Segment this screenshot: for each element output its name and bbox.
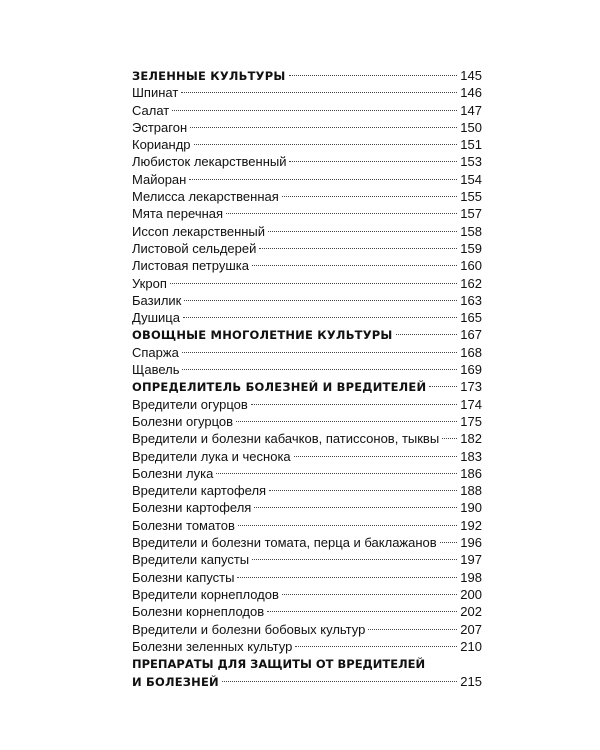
toc-entry	[132, 240, 482, 257]
dot-leader	[251, 404, 457, 405]
entry-title: Болезни корнеплодов	[132, 604, 265, 620]
toc-entry	[132, 292, 482, 309]
page-number: 162	[460, 275, 482, 291]
dot-leader	[190, 127, 457, 128]
toc-entry	[132, 534, 482, 551]
toc-entry	[132, 257, 482, 274]
page-number: 186	[460, 465, 482, 481]
dot-leader	[368, 629, 457, 630]
dot-leader	[295, 646, 457, 647]
entry-title: Любисток лекарственный	[132, 154, 287, 170]
page-number: 167	[460, 327, 482, 343]
page-number: 210	[460, 638, 482, 654]
entry-title: Болезни зеленных культур	[132, 638, 293, 654]
toc-entry-final-section	[132, 656, 482, 691]
dot-leader	[172, 110, 457, 111]
page-number: 153	[460, 154, 482, 170]
entry-title: Вредители капусты	[132, 552, 250, 568]
dot-leader	[252, 265, 457, 266]
entry-title: Майоран	[132, 171, 187, 187]
section-title-line-2: И БОЛЕЗНЕЙ	[132, 675, 219, 690]
page-number: 200	[460, 586, 482, 602]
page-number: 198	[460, 569, 482, 585]
entry-title: Вредители корнеплодов	[132, 586, 279, 602]
dot-leader	[269, 490, 457, 491]
table-of-contents	[132, 67, 482, 691]
entry-title: Листовой сельдерей	[132, 240, 257, 256]
entry-title: ОВОЩНЫЕ МНОГОЛЕТНИЕ КУЛЬТУРЫ	[132, 328, 393, 343]
dot-leader	[237, 577, 457, 578]
dot-leader	[216, 473, 457, 474]
dot-leader	[440, 542, 457, 543]
entry-title: Вредители и болезни томата, перца и баклажанов	[132, 535, 437, 551]
page-number: 160	[460, 258, 482, 274]
page-number: 154	[460, 171, 482, 187]
toc-entry	[132, 430, 482, 447]
page-number: 188	[460, 483, 482, 499]
page-number: 168	[460, 344, 482, 360]
entry-title: Болезни томатов	[132, 517, 235, 533]
page-number: 190	[460, 500, 482, 516]
toc-entry	[132, 517, 482, 534]
page-number: 202	[460, 604, 482, 620]
entry-title: Вредители огурцов	[132, 396, 248, 412]
toc-entry	[132, 465, 482, 482]
entry-title: Мелисса лекарственная	[132, 189, 279, 205]
page-number: 182	[460, 431, 482, 447]
dot-leader	[182, 369, 457, 370]
entry-title: Мята перечная	[132, 206, 224, 222]
entry-title: Болезни капусты	[132, 569, 235, 585]
dot-leader	[194, 144, 457, 145]
toc-entry	[132, 309, 482, 326]
toc-entry	[132, 102, 482, 119]
entry-title: ОПРЕДЕЛИТЕЛЬ БОЛЕЗНЕЙ И ВРЕДИТЕЛЕЙ	[132, 380, 427, 395]
dot-leader	[181, 92, 457, 93]
page-number: 150	[460, 119, 482, 135]
entry-title: Кориандр	[132, 137, 191, 153]
toc-entry	[132, 482, 482, 499]
toc-entry	[132, 448, 482, 465]
dot-leader	[183, 317, 457, 318]
dot-leader	[268, 231, 457, 232]
page-number: 163	[460, 292, 482, 308]
toc-entry	[132, 586, 482, 603]
toc-entry	[132, 638, 482, 655]
entry-title: Укроп	[132, 275, 167, 291]
entry-title: Вредители лука и чеснока	[132, 448, 291, 464]
dot-leader	[267, 611, 457, 612]
page-number: 145	[460, 68, 482, 83]
entry-title: Болезни картофеля	[132, 500, 252, 516]
toc-entry	[132, 499, 482, 516]
dot-leader	[170, 283, 457, 284]
page-number: 215	[460, 674, 482, 690]
dot-leader	[442, 438, 457, 439]
entry-title: Щавель	[132, 362, 180, 378]
toc-entry	[132, 603, 482, 620]
page-number: 169	[460, 362, 482, 378]
toc-entry	[132, 188, 482, 205]
entry-title: Душица	[132, 310, 180, 326]
page-number: 157	[460, 206, 482, 222]
entry-title: ЗЕЛЕННЫЕ КУЛЬТУРЫ	[132, 69, 286, 83]
dot-leader	[259, 248, 457, 249]
page-number: 183	[460, 448, 482, 464]
entry-title: Салат	[132, 102, 170, 118]
toc-entry	[132, 361, 482, 378]
dot-leader	[282, 594, 457, 595]
page-number: 165	[460, 310, 482, 326]
dot-leader	[282, 196, 457, 197]
entry-title: Вредители и болезни кабачков, патиссонов, тыквы	[132, 431, 440, 447]
toc-section-heading	[132, 67, 482, 84]
dot-leader	[238, 525, 457, 526]
toc-entry	[132, 413, 482, 430]
page-number: 146	[460, 85, 482, 101]
page-number: 158	[460, 223, 482, 239]
toc-entry	[132, 396, 482, 413]
page-number: 159	[460, 240, 482, 256]
toc-section-heading	[132, 378, 482, 395]
dot-leader	[236, 421, 457, 422]
toc-entry	[132, 621, 482, 638]
entry-title: Вредители и болезни бобовых культур	[132, 621, 366, 637]
dot-leader	[189, 179, 457, 180]
toc-entry	[132, 551, 482, 568]
toc-entry	[132, 344, 482, 361]
page-number: 173	[460, 379, 482, 395]
toc-entries	[132, 67, 482, 655]
entry-title: Спаржа	[132, 344, 179, 360]
toc-entry	[132, 119, 482, 136]
dot-leader	[294, 456, 457, 457]
dot-leader	[429, 386, 457, 387]
dot-leader	[226, 213, 457, 214]
toc-section-heading	[132, 326, 482, 343]
entry-title: Шпинат	[132, 85, 179, 101]
dot-leader	[289, 75, 458, 76]
toc-entry	[132, 205, 482, 222]
section-title-line-2-row	[132, 673, 482, 690]
page-number: 155	[460, 189, 482, 205]
page-number: 175	[460, 413, 482, 429]
toc-entry	[132, 153, 482, 170]
dot-leader	[182, 352, 457, 353]
page-number: 174	[460, 396, 482, 412]
page-number: 192	[460, 517, 482, 533]
dot-leader	[184, 300, 457, 301]
toc-entry	[132, 84, 482, 101]
dot-leader	[222, 681, 457, 682]
page-number: 196	[460, 535, 482, 551]
dot-leader	[396, 334, 457, 335]
page-number: 147	[460, 102, 482, 118]
entry-title: Болезни лука	[132, 465, 214, 481]
toc-entry	[132, 171, 482, 188]
dot-leader	[289, 161, 457, 162]
entry-title: Вредители картофеля	[132, 483, 267, 499]
section-title-line-1: ПРЕПАРАТЫ ДЛЯ ЗАЩИТЫ ОТ ВРЕДИТЕЛЕЙ	[132, 657, 426, 672]
entry-title: Листовая петрушка	[132, 258, 249, 274]
entry-title: Иссоп лекарственный	[132, 223, 266, 239]
toc-entry	[132, 136, 482, 153]
entry-title: Базилик	[132, 292, 182, 308]
page-number: 207	[460, 621, 482, 637]
toc-entry	[132, 275, 482, 292]
toc-entry	[132, 569, 482, 586]
entry-title: Эстрагон	[132, 119, 188, 135]
page-number: 151	[460, 137, 482, 153]
dot-leader	[254, 507, 457, 508]
entry-title: Болезни огурцов	[132, 413, 234, 429]
toc-entry	[132, 223, 482, 240]
dot-leader	[252, 559, 457, 560]
page-number: 197	[460, 552, 482, 568]
